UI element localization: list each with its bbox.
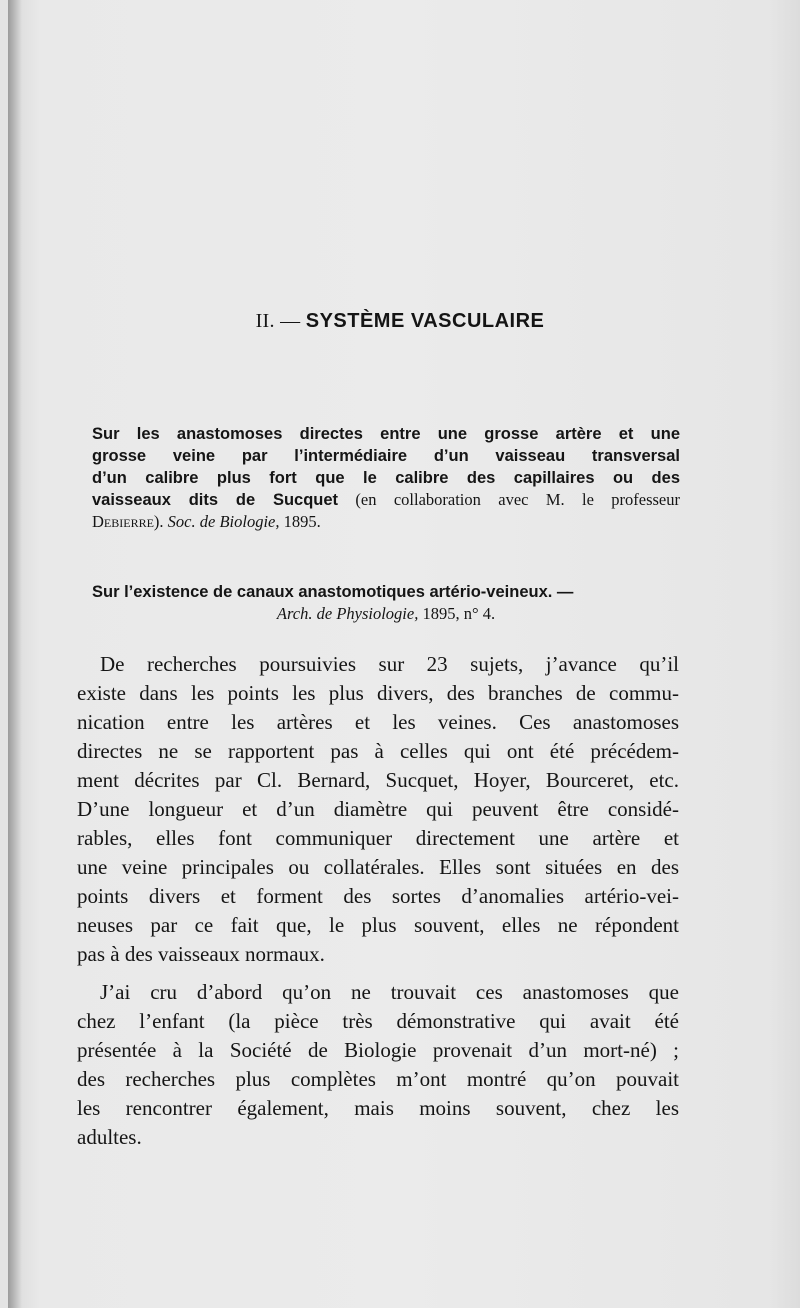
paragraph-line: J’ai cru d’abord qu’on ne trouvait ces anastomoses que: [100, 980, 679, 1004]
entry1-line-4: [92, 489, 680, 511]
paragraph-line: neuses par ce fait que, le plus souvent, elles ne répondent: [77, 913, 679, 937]
bibliography-entry-1: [92, 423, 680, 533]
paragraph-line: une veine principales ou collatérales. Elles sont situées en des: [77, 855, 679, 879]
entry2-journal: Arch. de Physiologie,: [276, 604, 419, 623]
paragraph-line: points divers et forment des sortes d’anomalies artério-vei-: [77, 884, 679, 908]
entry2-title: Sur l’existence de canaux anastomotiques artério-veineux. —: [92, 583, 574, 601]
entry1-collaboration: (en collaboration avec M. le professeur: [338, 490, 680, 509]
paragraph-2: [77, 978, 679, 1152]
paragraph-line: présentée à la Société de Biologie provenait d’un mort-né) ;: [77, 1038, 679, 1062]
paragraph-line: ment décrites par Cl. Bernard, Sucquet, Hoyer, Bourceret, etc.: [77, 768, 679, 792]
entry1-title-end: vaisseaux dits de Sucquet: [92, 491, 339, 509]
page-edge-shadow: [8, 0, 22, 1308]
paragraph-line: pas à des vaisseaux normaux.: [77, 942, 325, 966]
entry1-line-2: grosse veine par l’intermédiaire d’un vaisseau transversal: [92, 447, 680, 465]
paragraph-line: D’une longueur et d’un diamètre qui peuvent être considé-: [77, 797, 679, 821]
paragraph-line: chez l’enfant (la pièce très démonstrative qui avait été: [77, 1009, 679, 1033]
entry1-line-1: Sur les anastomoses directes entre une grosse artère et une: [92, 425, 680, 443]
paragraph-line: des recherches plus complètes m’ont montré qu’on pouvait: [77, 1067, 679, 1091]
entry1-year: 1895.: [279, 512, 321, 531]
section-heading: [0, 310, 800, 333]
entry2-details: 1895, n° 4.: [418, 604, 496, 623]
paragraph-line: les rencontrer également, mais moins souvent, chez les: [77, 1096, 679, 1120]
bibliography-entry-2: [92, 581, 680, 625]
paragraph-1: [77, 650, 679, 969]
entry1-separator: ).: [153, 512, 168, 531]
entry1-journal: Soc. de Biologie,: [167, 512, 280, 531]
entry1-line-3: d’un calibre plus fort que le calibre des capillaires ou des: [92, 469, 680, 487]
entry1-coauthor: Debierre: [92, 512, 154, 531]
section-title: SYSTÈME VASCULAIRE: [305, 310, 545, 332]
section-number: II. —: [255, 310, 301, 332]
paragraph-line: adultes.: [77, 1125, 142, 1149]
paragraph-line: nication entre les artères et les veines. Ces anastomoses: [77, 710, 679, 734]
entry2-reference: [92, 603, 680, 625]
paragraph-line: De recherches poursuivies sur 23 sujets, j’avance qu’il: [100, 652, 679, 676]
paragraph-line: rables, elles font communiquer directement une artère et: [77, 826, 679, 850]
paragraph-line: directes ne se rapportent pas à celles qui ont été précédem-: [77, 739, 679, 763]
entry1-line-5: [92, 511, 680, 533]
paragraph-line: existe dans les points les plus divers, des branches de commu-: [77, 681, 679, 705]
